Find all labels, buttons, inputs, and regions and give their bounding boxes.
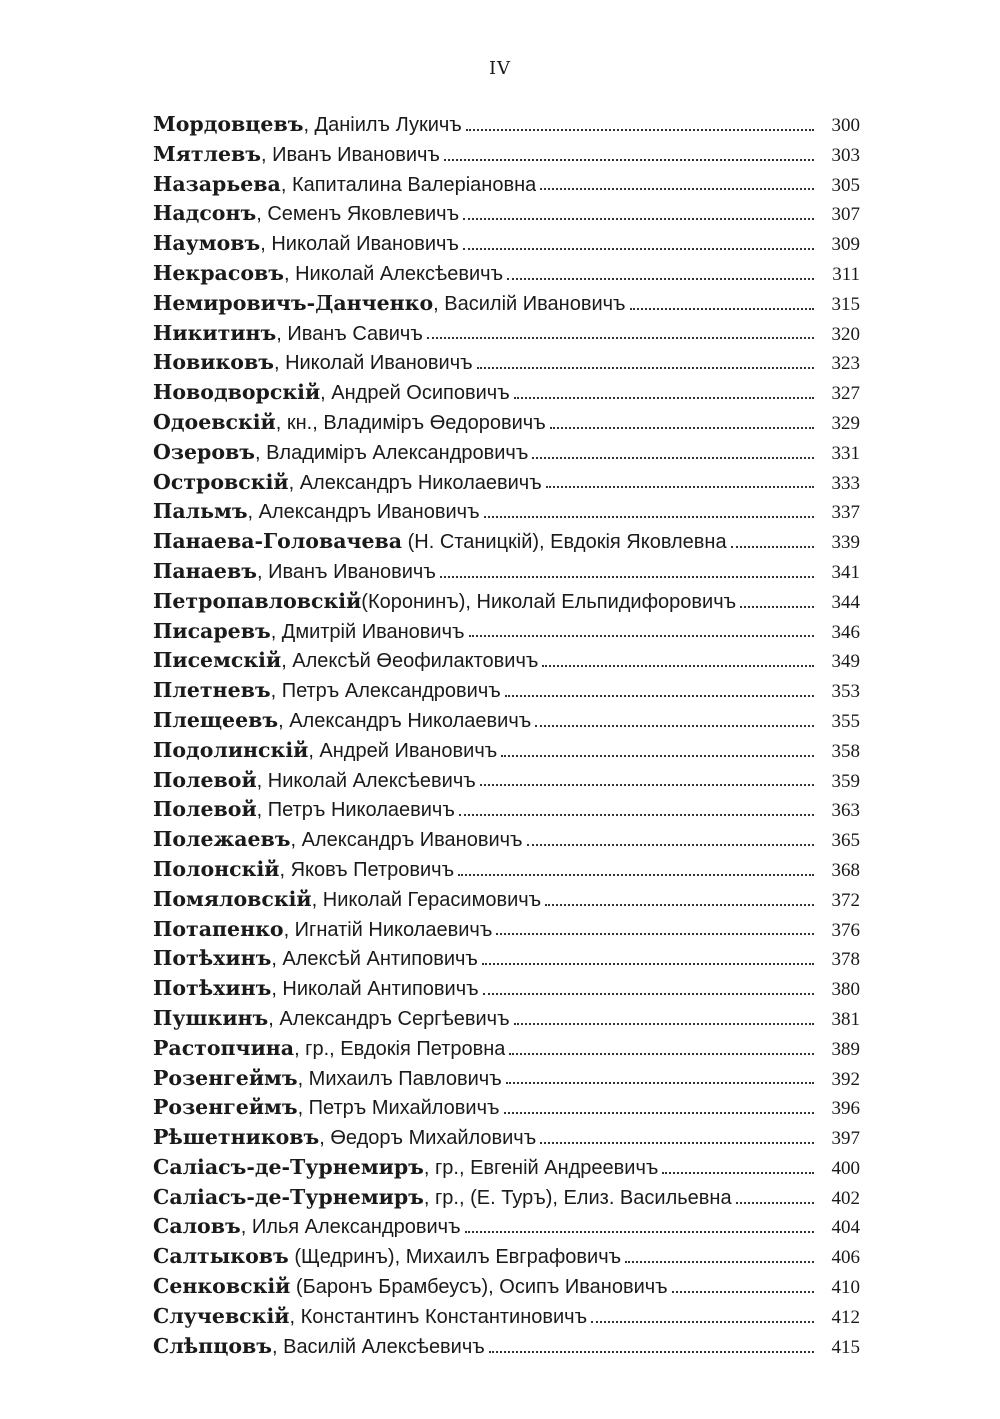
author-surname: Растопчина bbox=[153, 1035, 295, 1060]
dot-leader bbox=[672, 1289, 814, 1293]
author-given-names: , Василій Ивановичъ bbox=[433, 292, 626, 315]
author-given-names: , Петръ Михайловичъ bbox=[297, 1097, 500, 1120]
author-surname: Петропавловскій bbox=[153, 588, 362, 613]
toc-entry bbox=[153, 140, 860, 170]
toc-entry-text bbox=[153, 1212, 461, 1243]
toc-entry bbox=[153, 378, 860, 408]
author-surname: Новиковъ bbox=[153, 350, 274, 375]
toc-entry-text bbox=[153, 1153, 658, 1184]
author-given-names: , гр., Евгеній Андреевичъ bbox=[423, 1156, 659, 1179]
author-surname: Плетневъ bbox=[153, 678, 271, 703]
author-surname: Островскій bbox=[153, 469, 289, 494]
author-surname: Подолинскій bbox=[153, 737, 309, 762]
page-reference: 341 bbox=[831, 561, 860, 583]
page-reference: 372 bbox=[831, 889, 860, 911]
table-of-contents bbox=[153, 110, 860, 1361]
toc-entry-text bbox=[153, 1183, 732, 1214]
toc-entry-text bbox=[153, 497, 480, 528]
toc-entry-text bbox=[153, 438, 528, 469]
author-surname: Полевой bbox=[153, 797, 257, 822]
author-given-names: , Николай Антиповичъ bbox=[271, 978, 479, 1001]
dot-leader bbox=[736, 1200, 814, 1204]
toc-entry-text bbox=[153, 1004, 510, 1035]
toc-entry-text bbox=[153, 348, 473, 379]
dot-leader bbox=[535, 723, 814, 727]
dot-leader bbox=[506, 1080, 814, 1084]
toc-entry bbox=[153, 170, 860, 200]
dot-leader bbox=[469, 633, 814, 637]
dot-leader bbox=[546, 484, 814, 488]
toc-entry bbox=[153, 885, 860, 915]
dot-leader bbox=[477, 365, 814, 369]
author-surname: Потапенко bbox=[153, 916, 284, 941]
toc-entry bbox=[153, 497, 860, 527]
author-surname: Полонскій bbox=[153, 856, 280, 881]
page-reference: 331 bbox=[831, 442, 860, 464]
author-surname: Писемскій bbox=[153, 648, 282, 673]
author-given-names: , Николай Алексѣевичъ bbox=[283, 262, 504, 285]
toc-entry bbox=[153, 795, 860, 825]
toc-entry bbox=[153, 1034, 860, 1064]
toc-entry bbox=[153, 1242, 860, 1272]
author-surname: Сенковскій bbox=[153, 1274, 291, 1299]
toc-entry-text bbox=[153, 617, 465, 648]
dot-leader bbox=[662, 1170, 814, 1174]
author-surname: Немировичъ-Данченко bbox=[153, 290, 434, 315]
dot-leader bbox=[458, 872, 814, 876]
dot-leader bbox=[463, 216, 814, 220]
toc-entry-text bbox=[153, 1242, 621, 1273]
dot-leader bbox=[496, 931, 814, 935]
author-given-names: , Андрей Ивановичъ bbox=[308, 739, 498, 762]
toc-entry bbox=[153, 825, 860, 855]
dot-leader bbox=[465, 1229, 814, 1233]
toc-entry bbox=[153, 1093, 860, 1123]
page-reference: 315 bbox=[831, 293, 860, 315]
toc-entry bbox=[153, 1064, 860, 1094]
author-surname: Надсонъ bbox=[153, 201, 257, 226]
toc-entry bbox=[153, 1004, 860, 1034]
toc-entry-text bbox=[153, 825, 523, 856]
page-reference: 378 bbox=[831, 949, 860, 971]
author-given-names: , Александръ Николаевичъ bbox=[288, 471, 542, 494]
author-given-names: , Иванъ Ивановичъ bbox=[256, 560, 436, 583]
toc-entry-text bbox=[153, 766, 476, 797]
toc-entry-text bbox=[153, 229, 459, 260]
toc-entry bbox=[153, 527, 860, 557]
page-reference: 376 bbox=[831, 919, 860, 941]
author-surname: Саліасъ-де-Турнемиръ bbox=[153, 1154, 424, 1179]
page-reference: 389 bbox=[831, 1038, 860, 1060]
dot-leader bbox=[625, 1259, 814, 1263]
author-given-names: , Петръ Александровичъ bbox=[270, 680, 501, 703]
dot-leader bbox=[740, 604, 814, 608]
page-reference: 346 bbox=[831, 621, 860, 643]
dot-leader bbox=[459, 812, 814, 816]
page-reference: 303 bbox=[831, 144, 860, 166]
author-surname: Саліасъ-де-Турнемиръ bbox=[153, 1184, 424, 1209]
toc-entry-text bbox=[153, 319, 423, 350]
page-reference: 400 bbox=[831, 1157, 860, 1179]
page-reference: 406 bbox=[831, 1247, 860, 1269]
toc-entry bbox=[153, 110, 860, 140]
author-surname: Плещеевъ bbox=[153, 707, 279, 732]
author-surname: Слѣпцовъ bbox=[153, 1333, 272, 1358]
toc-entry-text bbox=[153, 527, 727, 558]
author-given-names: (Коронинъ), Николай Ельпидифоровичъ bbox=[361, 590, 737, 613]
toc-entry bbox=[153, 855, 860, 885]
toc-entry bbox=[153, 646, 860, 676]
dot-leader bbox=[427, 335, 814, 339]
author-given-names: , Алексѣй Өеофилактовичъ bbox=[281, 650, 539, 673]
toc-entry bbox=[153, 1302, 860, 1332]
page-reference: 349 bbox=[831, 651, 860, 673]
page-reference: 397 bbox=[831, 1128, 860, 1150]
toc-entry-text bbox=[153, 1302, 587, 1333]
toc-entry-text bbox=[153, 110, 462, 141]
toc-entry bbox=[153, 1123, 860, 1153]
author-surname: Пушкинъ bbox=[153, 1005, 269, 1030]
author-surname: Розенгеймъ bbox=[153, 1065, 298, 1090]
author-surname: Некрасовъ bbox=[153, 260, 284, 285]
author-given-names: (Н. Станицкій), Евдокія Яковлевна bbox=[402, 531, 727, 554]
author-surname: Пальмъ bbox=[153, 499, 248, 524]
toc-entry-text bbox=[153, 259, 503, 290]
page-reference: 339 bbox=[831, 532, 860, 554]
toc-entry bbox=[153, 438, 860, 468]
author-given-names: , Андрей Осиповичъ bbox=[320, 382, 510, 405]
page-reference: 323 bbox=[831, 353, 860, 375]
author-given-names: , Василій Алексѣевичъ bbox=[271, 1335, 485, 1358]
author-surname: Панаевъ bbox=[153, 558, 257, 583]
author-given-names: , Александръ Сергѣевичъ bbox=[268, 1007, 510, 1030]
dot-leader bbox=[527, 842, 814, 846]
toc-entry-text bbox=[153, 199, 459, 230]
page-reference: 327 bbox=[831, 383, 860, 405]
dot-leader bbox=[542, 663, 814, 667]
page-reference: 415 bbox=[831, 1336, 860, 1358]
page-reference: 410 bbox=[831, 1277, 860, 1299]
author-given-names: , гр., (Е. Туръ), Елиз. Васильевна bbox=[423, 1186, 732, 1209]
toc-entry bbox=[153, 319, 860, 349]
toc-entry bbox=[153, 736, 860, 766]
page-reference: 305 bbox=[831, 174, 860, 196]
toc-entry bbox=[153, 1153, 860, 1183]
toc-entry bbox=[153, 348, 860, 378]
author-surname: Наумовъ bbox=[153, 231, 261, 256]
dot-leader bbox=[731, 544, 814, 548]
page-reference: 380 bbox=[831, 979, 860, 1001]
author-given-names: , кн., Владиміръ Өедоровичъ bbox=[275, 411, 546, 434]
author-surname: Одоевскій bbox=[153, 409, 276, 434]
toc-entry-text bbox=[153, 676, 501, 707]
toc-entry-text bbox=[153, 915, 492, 946]
page-reference: 402 bbox=[831, 1187, 860, 1209]
page-reference: 365 bbox=[831, 830, 860, 852]
toc-entry bbox=[153, 1332, 860, 1362]
page-reference: 358 bbox=[831, 740, 860, 762]
author-surname: Мордовцевъ bbox=[153, 112, 304, 136]
author-surname: Саловъ bbox=[153, 1214, 241, 1239]
author-given-names: (Баронъ Брамбеусъ), Осипъ Ивановичъ bbox=[290, 1276, 668, 1299]
author-given-names: , Даніилъ Лукичъ bbox=[303, 114, 462, 136]
page-reference: 329 bbox=[831, 412, 860, 434]
author-surname: Салтыковъ bbox=[153, 1244, 289, 1269]
author-surname: Розенгеймъ bbox=[153, 1095, 298, 1120]
page-reference: 333 bbox=[831, 472, 860, 494]
dot-leader bbox=[463, 246, 814, 250]
author-given-names: , Александръ Николаевичъ bbox=[278, 709, 532, 732]
author-surname: Писаревъ bbox=[153, 618, 271, 643]
dot-leader bbox=[489, 1349, 814, 1353]
page-reference: 404 bbox=[831, 1217, 860, 1239]
author-given-names: , Өедоръ Михайловичъ bbox=[319, 1127, 537, 1150]
page-reference: 353 bbox=[831, 681, 860, 703]
author-given-names: , Александръ Ивановичъ bbox=[247, 501, 480, 524]
dot-leader bbox=[504, 1110, 815, 1114]
author-given-names: , Яковъ Петровичъ bbox=[279, 858, 455, 881]
dot-leader bbox=[545, 902, 814, 906]
dot-leader bbox=[591, 1319, 814, 1323]
toc-entry bbox=[153, 944, 860, 974]
author-given-names: , гр., Евдокія Петровна bbox=[294, 1037, 506, 1060]
author-given-names: , Николай Ивановичъ bbox=[273, 352, 473, 375]
dot-leader bbox=[480, 782, 814, 786]
page-number: IV bbox=[488, 58, 512, 79]
author-given-names: , Иванъ Ивановичъ bbox=[261, 143, 440, 166]
toc-entry bbox=[153, 259, 860, 289]
toc-entry bbox=[153, 915, 860, 945]
toc-entry bbox=[153, 229, 860, 259]
author-surname: Потѣхинъ bbox=[153, 946, 272, 971]
dot-leader bbox=[505, 693, 814, 697]
toc-entry-text bbox=[153, 1034, 505, 1065]
toc-entry-text bbox=[153, 557, 436, 588]
author-surname: Случевскій bbox=[153, 1303, 290, 1328]
page-reference: 392 bbox=[831, 1068, 860, 1090]
toc-entry bbox=[153, 408, 860, 438]
page-reference: 300 bbox=[831, 115, 860, 136]
toc-entry bbox=[153, 974, 860, 1004]
page-reference: 368 bbox=[831, 859, 860, 881]
dot-leader bbox=[482, 961, 814, 965]
author-given-names: , Капиталина Валеріановна bbox=[280, 173, 537, 196]
toc-entry-text bbox=[153, 736, 497, 767]
page-reference: 307 bbox=[831, 204, 860, 226]
author-given-names: , Александръ Ивановичъ bbox=[290, 829, 523, 852]
page-reference: 311 bbox=[832, 263, 860, 285]
author-given-names: , Игнатій Николаевичъ bbox=[283, 918, 493, 941]
dot-leader bbox=[540, 1140, 814, 1144]
author-surname: Никитинъ bbox=[153, 320, 277, 345]
dot-leader bbox=[540, 186, 814, 190]
toc-entry-text bbox=[153, 408, 546, 439]
toc-entry-text bbox=[153, 468, 542, 499]
page-reference: 363 bbox=[831, 800, 860, 822]
author-surname: Панаева-Головачева bbox=[153, 529, 403, 554]
author-given-names: , Иванъ Савичъ bbox=[276, 322, 423, 345]
dot-leader bbox=[550, 425, 814, 429]
toc-entry-text bbox=[153, 378, 510, 409]
page-reference: 381 bbox=[831, 1008, 860, 1030]
dot-leader bbox=[532, 455, 814, 459]
author-surname: Рѣшетниковъ bbox=[153, 1125, 320, 1150]
dot-leader bbox=[509, 1051, 814, 1055]
toc-entry-text bbox=[153, 974, 479, 1005]
toc-entry-text bbox=[153, 706, 531, 737]
page-reference: 309 bbox=[831, 234, 860, 256]
dot-leader bbox=[484, 514, 814, 518]
author-given-names: , Илья Александровичъ bbox=[240, 1216, 461, 1239]
author-surname: Мятлевъ bbox=[153, 141, 262, 166]
toc-entry-text bbox=[153, 795, 455, 826]
toc-entry-text bbox=[153, 170, 536, 201]
toc-entry-text bbox=[153, 1332, 485, 1363]
author-given-names: , Алексѣй Антиповичъ bbox=[271, 948, 478, 971]
author-surname: Озеровъ bbox=[153, 439, 255, 464]
author-given-names: , Владиміръ Александровичъ bbox=[254, 441, 529, 464]
author-surname: Полежаевъ bbox=[153, 827, 291, 852]
page-reference: 359 bbox=[831, 770, 860, 792]
toc-entry-text bbox=[153, 1272, 668, 1303]
toc-entry bbox=[153, 676, 860, 706]
toc-entry bbox=[153, 617, 860, 647]
dot-leader bbox=[514, 395, 814, 399]
toc-entry bbox=[153, 1183, 860, 1213]
toc-entry bbox=[153, 1212, 860, 1242]
toc-entry-text bbox=[153, 885, 541, 916]
toc-entry-text bbox=[153, 1064, 502, 1095]
dot-leader bbox=[466, 127, 814, 131]
toc-entry-text bbox=[153, 140, 440, 171]
author-surname: Назарьева bbox=[153, 171, 281, 196]
dot-leader bbox=[630, 306, 814, 310]
toc-entry bbox=[153, 468, 860, 498]
toc-entry-text bbox=[153, 944, 478, 975]
page-reference: 337 bbox=[831, 502, 860, 524]
toc-entry bbox=[153, 557, 860, 587]
author-given-names: , Петръ Николаевичъ bbox=[256, 799, 455, 822]
dot-leader bbox=[501, 753, 814, 757]
author-surname: Потѣхинъ bbox=[153, 976, 272, 1001]
author-surname: Полевой bbox=[153, 767, 257, 792]
toc-entry-text bbox=[153, 1093, 500, 1124]
toc-entry bbox=[153, 706, 860, 736]
toc-entry bbox=[153, 289, 860, 319]
toc-entry-text bbox=[153, 646, 538, 677]
author-given-names: (Щедринъ), Михаилъ Евграфовичъ bbox=[288, 1246, 622, 1269]
author-given-names: , Николай Алексѣевичъ bbox=[256, 769, 476, 792]
page-reference: 355 bbox=[831, 710, 860, 732]
page-reference: 412 bbox=[831, 1306, 860, 1328]
toc-entry bbox=[153, 199, 860, 229]
dot-leader bbox=[440, 574, 814, 578]
dot-leader bbox=[507, 276, 814, 280]
toc-entry bbox=[153, 587, 860, 617]
page-reference: 320 bbox=[831, 323, 860, 345]
toc-entry bbox=[153, 1272, 860, 1302]
author-given-names: , Николай Ивановичъ bbox=[260, 233, 459, 256]
page-reference: 344 bbox=[831, 591, 860, 613]
author-surname: Помяловскій bbox=[153, 886, 312, 911]
page-reference: 396 bbox=[831, 1098, 860, 1120]
toc-entry-text bbox=[153, 1123, 536, 1154]
author-given-names: , Дмитрій Ивановичъ bbox=[270, 620, 465, 643]
toc-entry bbox=[153, 766, 860, 796]
toc-entry-text bbox=[153, 855, 454, 886]
dot-leader bbox=[483, 991, 814, 995]
dot-leader bbox=[514, 1021, 814, 1025]
author-given-names: , Михаилъ Павловичъ bbox=[297, 1067, 502, 1090]
author-given-names: , Николай Герасимовичъ bbox=[311, 888, 542, 911]
toc-entry-text bbox=[153, 587, 736, 618]
author-given-names: , Константинъ Константиновичъ bbox=[289, 1305, 588, 1328]
author-surname: Новодворскій bbox=[153, 380, 321, 405]
dot-leader bbox=[444, 157, 814, 161]
toc-entry-text bbox=[153, 289, 626, 320]
author-given-names: , Семенъ Яковлевичъ bbox=[256, 203, 460, 226]
